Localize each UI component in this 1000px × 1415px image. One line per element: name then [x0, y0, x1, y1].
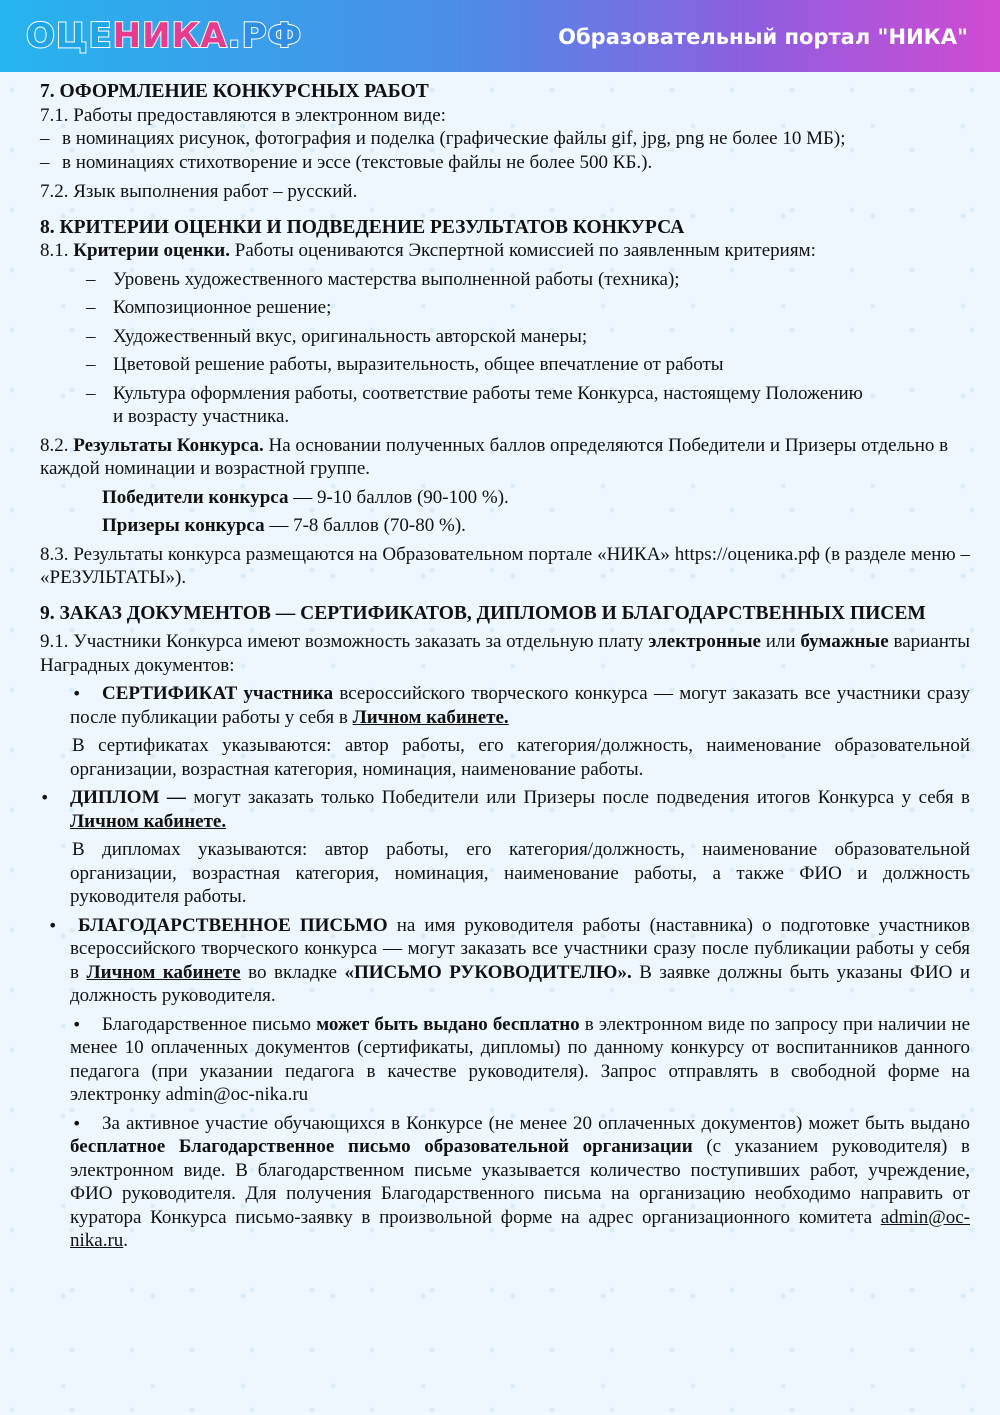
- criterion-item: [40, 325, 970, 349]
- org-letter-text: .: [123, 1230, 129, 1251]
- section-7-title: 7. ОФОРМЛЕНИЕ КОНКУРСНЫХ РАБОТ: [40, 81, 429, 102]
- diploma-note: В дипломах указываются: автор работы, его категория/должность, наименование образовательной организации, возрастная категория, номинация, наименование работы, а также ФИО и должность руководителя работы.: [70, 839, 970, 907]
- cert-text: всероссийского творческого конкурса — могут заказать все участники сразу после публикации работы у себя в: [70, 683, 970, 728]
- org-letter-bold: бесплатное Благодарственное письмо образовательной организации: [70, 1136, 693, 1157]
- diploma-title: ДИПЛОМ —: [70, 787, 186, 808]
- header-banner: [0, 0, 1000, 72]
- diploma-text: могут заказать только Победители или Призеры после подведения итогов Конкурса у себя в: [193, 787, 971, 808]
- letter-item: [40, 914, 970, 1008]
- winners-label: Победители конкурса: [102, 486, 289, 508]
- dash-marker: –: [86, 268, 96, 290]
- free-letter-text: Благодарственное письмо: [102, 1013, 312, 1035]
- letter-title: БЛАГОДАРСТВЕННОЕ ПИСЬМО: [78, 914, 388, 936]
- section-7-1: 7.1. Работы предоставляются в электронном виде:: [40, 104, 446, 126]
- org-letter-text: За активное участие обучающихся в Конкурсе (не менее 20 оплаченных документов) может быть выдано: [102, 1112, 970, 1134]
- dash-marker: –: [86, 325, 96, 347]
- personal-cabinet-link[interactable]: Личном кабинете.: [352, 706, 509, 728]
- bullet-marker: •: [72, 1014, 82, 1034]
- letter-text: В заявке должны быть указаны ФИО и должность руководителя.: [70, 961, 971, 1006]
- free-letter-text: в электронном виде по запросу при наличии не менее 10 оплаченных документов (сертификаты, дипломы) по данному конкурсу от воспитанников данного педагога (при указании педагога в качестве руководителя). Запрос отправлять в свободной форме на электронку admin@oc-nika.ru: [70, 1013, 971, 1105]
- org-letter-text: (с указанием руководителя) в электронном виде. В благодарственном письме указывается количество поступивших работ, учреждение, ФИО руководителя. Для получения Благодарственного письма на организацию необходимо направить от куратора Конкурса письмо-заявку в произвольной форме на адрес организационного комитета: [70, 1136, 970, 1228]
- portal-title: Образовательный портал "НИКА": [558, 25, 968, 49]
- criterion-text: Культура оформления работы, соответствие работы теме Конкурса, настоящему Положению и возрасту участника.: [113, 382, 863, 427]
- para-text: 9.1. Участники Конкурса имеют возможность заказать за отдельную плату: [40, 631, 644, 652]
- para-text: На основании полученных баллов определяются Победители и Призеры отдельно в каждой номинации и возрастной группе.: [40, 434, 949, 479]
- personal-cabinet-link[interactable]: Личном кабинете: [86, 961, 241, 983]
- prizers-line: [40, 514, 970, 538]
- prizers-label: Призеры конкурса: [102, 515, 265, 536]
- section-7-2: 7.2. Язык выполнения работ – русский.: [40, 181, 358, 202]
- list-item: [40, 151, 970, 175]
- org-letter-item: [40, 1112, 970, 1253]
- logo-part-1: ОЦЕ: [26, 16, 113, 56]
- para-number: 8.1.: [40, 240, 69, 261]
- email-link[interactable]: admin@oc-nika.ru: [70, 1206, 970, 1251]
- criterion-text: Художественный вкус, оригинальность авторской манеры;: [113, 325, 588, 347]
- criterion-item: [40, 382, 970, 429]
- list-item-text: в номинациях рисунок, фотография и поделка (графические файлы gif, jpg, png не более 10 МБ);: [62, 128, 846, 149]
- dash-marker: –: [40, 151, 50, 173]
- para-bold: бумажные: [800, 631, 889, 652]
- para-text: или: [765, 631, 796, 652]
- criterion-text: Композиционное решение;: [113, 297, 332, 318]
- section-9-title: 9. ЗАКАЗ ДОКУМЕНТОВ — СЕРТИФИКАТОВ, ДИПЛОМОВ И БЛАГОДАРСТВЕННЫХ ПИСЕМ: [40, 602, 926, 624]
- free-letter-item: [40, 1013, 970, 1107]
- bullet-marker: •: [48, 915, 58, 935]
- para-text: варианты Наградных документов:: [40, 631, 970, 676]
- certificate-note: В сертификатах указываются: автор работы, его категория/должность, наименование образовательной организации, возрастная категория, номинация, наименование работы.: [70, 735, 970, 780]
- para-bold: Результаты Конкурса.: [73, 434, 264, 456]
- free-letter-bold: может быть выдано бесплатно: [316, 1013, 580, 1035]
- para-bold: электронные: [648, 631, 761, 652]
- letter-text: на имя руководителя работы (наставника) о подготовке участников всероссийского творческого конкурса — могут заказать все участники сразу после публикации работы у себя в: [70, 914, 971, 983]
- letter-tab-name: «ПИСЬМО РУКОВОДИТЕЛЮ».: [344, 961, 632, 983]
- prizers-score: — 7-8 баллов (70-80 %).: [269, 515, 466, 536]
- para-bold: Критерии оценки.: [73, 240, 230, 261]
- criterion-item: [40, 296, 970, 320]
- section-8-2: [40, 434, 970, 481]
- winners-score: — 9-10 баллов (90-100 %).: [293, 486, 509, 508]
- section-8-1: [40, 239, 970, 263]
- para-number: 8.2.: [40, 434, 69, 456]
- list-item-text: в номинациях стихотворение и эссе (текстовые файлы не более 500 КБ.).: [62, 151, 653, 173]
- personal-cabinet-link[interactable]: Личном кабинете.: [70, 810, 227, 832]
- site-logo[interactable]: [26, 14, 302, 58]
- bullet-marker: •: [72, 684, 82, 703]
- list-item: [40, 127, 970, 151]
- para-text: Работы оцениваются Экспертной комиссией по заявленным критериям:: [234, 240, 816, 261]
- certificate-item: [40, 682, 970, 729]
- letter-text: во вкладке: [248, 961, 337, 983]
- section-8-title: 8. КРИТЕРИИ ОЦЕНКИ И ПОДВЕДЕНИЕ РЕЗУЛЬТАТОВ КОНКУРСА: [40, 216, 685, 238]
- bullet-marker: •: [72, 1113, 82, 1133]
- section-9-1: [40, 630, 970, 677]
- document-body: [40, 80, 970, 1253]
- criterion-text: Цветовой решение работы, выразительность, общее впечатление от работы: [113, 354, 724, 375]
- dash-marker: –: [86, 354, 96, 375]
- winners-line: [40, 486, 970, 510]
- criterion-item: [40, 353, 970, 377]
- section-8-3: 8.3. Результаты конкурса размещаются на Образовательном портале «НИКА» https://оценика.рф (в разделе меню – «РЕЗУЛЬТАТЫ»).: [40, 543, 970, 588]
- bullet-marker: •: [40, 788, 50, 807]
- criterion-item: [40, 268, 970, 292]
- criterion-text: Уровень художественного мастерства выполненной работы (техника);: [113, 268, 680, 290]
- dash-marker: –: [86, 297, 96, 318]
- logo-part-3: .РФ: [227, 16, 303, 56]
- dash-marker: –: [86, 382, 96, 404]
- logo-part-2: НИКА: [112, 16, 228, 56]
- dash-marker: –: [40, 128, 50, 149]
- diploma-item: [40, 786, 970, 833]
- cert-title: СЕРТИФИКАТ участника: [102, 683, 334, 704]
